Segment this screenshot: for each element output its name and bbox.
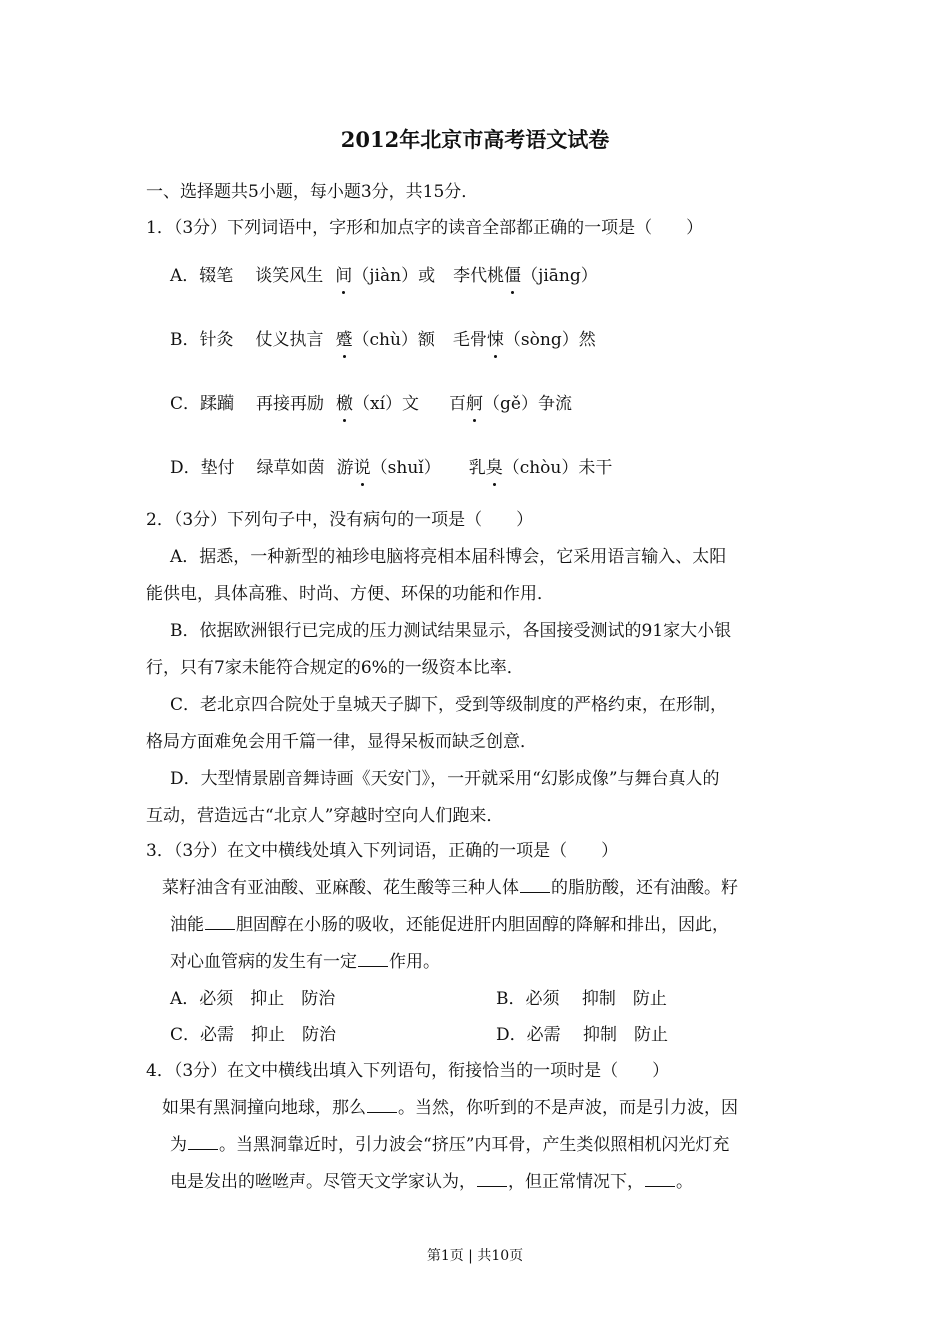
pinyin: （jiàn）或 bbox=[352, 266, 436, 286]
word: 针灸 bbox=[199, 330, 234, 350]
passage-text: 如果有黑洞撞向地球，那么 bbox=[162, 1098, 366, 1118]
q4-passage-line2 bbox=[170, 1133, 729, 1157]
passage-text: 油能 bbox=[170, 915, 204, 935]
question-1-stem: 1．（3分）下列词语中，字形和加点字的读音全部都正确的一项是（ ） bbox=[146, 218, 704, 238]
pinyin: （chòu）未干 bbox=[502, 458, 613, 478]
pinyin: （jiāng） bbox=[521, 266, 598, 286]
page-title: 2012年北京市高考语文试卷 bbox=[340, 127, 610, 152]
word: 毛骨 bbox=[452, 330, 487, 350]
word: 辍笔 bbox=[199, 266, 234, 286]
word: 仗义执言 bbox=[255, 330, 324, 350]
question-4-stem: 4．（3分）在文中横线出填入下列语句，衔接恰当的一项时是（ ） bbox=[146, 1061, 670, 1081]
dotted-char: 悚 bbox=[486, 330, 504, 350]
q3-option-a: A．必须 抑止 防治 bbox=[170, 989, 336, 1009]
q1-option-b bbox=[170, 328, 596, 352]
passage-text: 。 bbox=[676, 1172, 693, 1192]
passage-text: 为 bbox=[170, 1135, 187, 1155]
q3-option-b: B．必须 抑制 防止 bbox=[496, 989, 667, 1009]
word: 蹂躏 bbox=[200, 394, 235, 414]
q2-option-d-line2: 互动，营造远古“北京人”穿越时空向人们跑来． bbox=[146, 806, 504, 826]
q1-option-d bbox=[170, 456, 612, 480]
pinyin: （sòng）然 bbox=[503, 330, 596, 350]
q1-option-c bbox=[170, 392, 572, 416]
word: 垫付 bbox=[200, 458, 235, 478]
section-heading: 一、选择题共5小题，每小题3分，共15分． bbox=[146, 182, 479, 202]
q3-passage-line2 bbox=[170, 913, 729, 937]
page-footer: 第1页 | 共10页 bbox=[426, 1248, 524, 1264]
word: 李代桃 bbox=[453, 266, 505, 286]
pinyin: （shuǐ） bbox=[370, 458, 441, 478]
answer-blank bbox=[645, 1170, 675, 1187]
q4-passage-line1 bbox=[162, 1096, 738, 1120]
option-label: A． bbox=[170, 266, 200, 286]
passage-text: 胆固醇在小肠的吸收，还能促进肝内胆固醇的降解和排出，因此， bbox=[236, 915, 729, 935]
passage-text: 作用。 bbox=[389, 952, 440, 972]
q2-option-a-line1: A．据悉，一种新型的袖珍电脑将亮相本届科博会，它采用语言输入、太阳 bbox=[170, 547, 727, 567]
option-label: D． bbox=[170, 458, 201, 478]
dotted-char: 蹙 bbox=[335, 330, 353, 350]
option-label: B． bbox=[170, 330, 200, 350]
passage-text: 电是发出的咝咝声。尽管天文学家认为， bbox=[170, 1172, 476, 1192]
passage-text: 菜籽油含有亚油酸、亚麻酸、花生酸等三种人体 bbox=[162, 878, 519, 898]
answer-blank bbox=[520, 876, 550, 893]
question-3-stem: 3．（3分）在文中横线处填入下列词语，正确的一项是（ ） bbox=[146, 841, 619, 861]
passage-text: ，但正常情况下， bbox=[508, 1172, 644, 1192]
answer-blank bbox=[367, 1096, 397, 1113]
passage-text: 。当黑洞靠近时，引力波会“挤压”内耳骨，产生类似照相机闪光灯充 bbox=[219, 1135, 730, 1155]
passage-text: 。当然，你听到的不是声波，而是引力波，因 bbox=[398, 1098, 738, 1118]
dotted-char: 舸 bbox=[466, 394, 484, 414]
q2-option-c-line2: 格局方面难免会用千篇一律，显得呆板而缺乏创意． bbox=[146, 732, 537, 752]
q2-option-b-line1: B．依据欧洲银行已完成的压力测试结果显示，各国接受测试的91家大小银 bbox=[170, 621, 732, 641]
dotted-char: 间 bbox=[335, 266, 353, 286]
q1-option-a bbox=[170, 264, 598, 288]
answer-blank bbox=[358, 950, 388, 967]
passage-text: 的脂肪酸，还有油酸。籽 bbox=[551, 878, 738, 898]
pinyin: （xí）文 bbox=[353, 394, 420, 414]
word: 游 bbox=[336, 458, 354, 478]
pinyin: （chù）额 bbox=[352, 330, 435, 350]
pinyin: （gě）争流 bbox=[483, 394, 572, 414]
option-label: C． bbox=[170, 394, 201, 414]
question-2-stem: 2．（3分）下列句子中，没有病句的一项是（ ） bbox=[146, 510, 534, 530]
q3-option-c: C．必需 抑止 防治 bbox=[170, 1025, 337, 1045]
word: 绿草如茵 bbox=[256, 458, 325, 478]
q3-passage-line1 bbox=[162, 876, 738, 900]
dotted-char: 说 bbox=[353, 458, 371, 478]
word: 百 bbox=[449, 394, 467, 414]
passage-text: 对心血管病的发生有一定 bbox=[170, 952, 357, 972]
dotted-char: 臭 bbox=[485, 458, 503, 478]
q2-option-a-line2: 能供电，具体高雅、时尚、方便、环保的功能和作用． bbox=[146, 584, 554, 604]
q2-option-d-line1: D．大型情景剧音舞诗画《天安门》，一开就采用“幻影成像”与舞台真人的 bbox=[170, 769, 720, 789]
q4-passage-line3 bbox=[170, 1170, 693, 1194]
q3-option-d: D．必需 抑制 防止 bbox=[496, 1025, 669, 1045]
dotted-char: 檄 bbox=[336, 394, 354, 414]
word: 谈笑风生 bbox=[255, 266, 324, 286]
word: 再接再励 bbox=[256, 394, 325, 414]
dotted-char: 僵 bbox=[504, 266, 522, 286]
q2-option-c-line1: C．老北京四合院处于皇城天子脚下，受到等级制度的严格约束，在形制， bbox=[170, 695, 728, 715]
q3-passage-line3 bbox=[170, 950, 440, 974]
word: 乳 bbox=[468, 458, 486, 478]
answer-blank bbox=[205, 913, 235, 930]
answer-blank bbox=[477, 1170, 507, 1187]
answer-blank bbox=[188, 1133, 218, 1150]
q2-option-b-line2: 行，只有7家未能符合规定的6%的一级资本比率． bbox=[146, 658, 524, 678]
